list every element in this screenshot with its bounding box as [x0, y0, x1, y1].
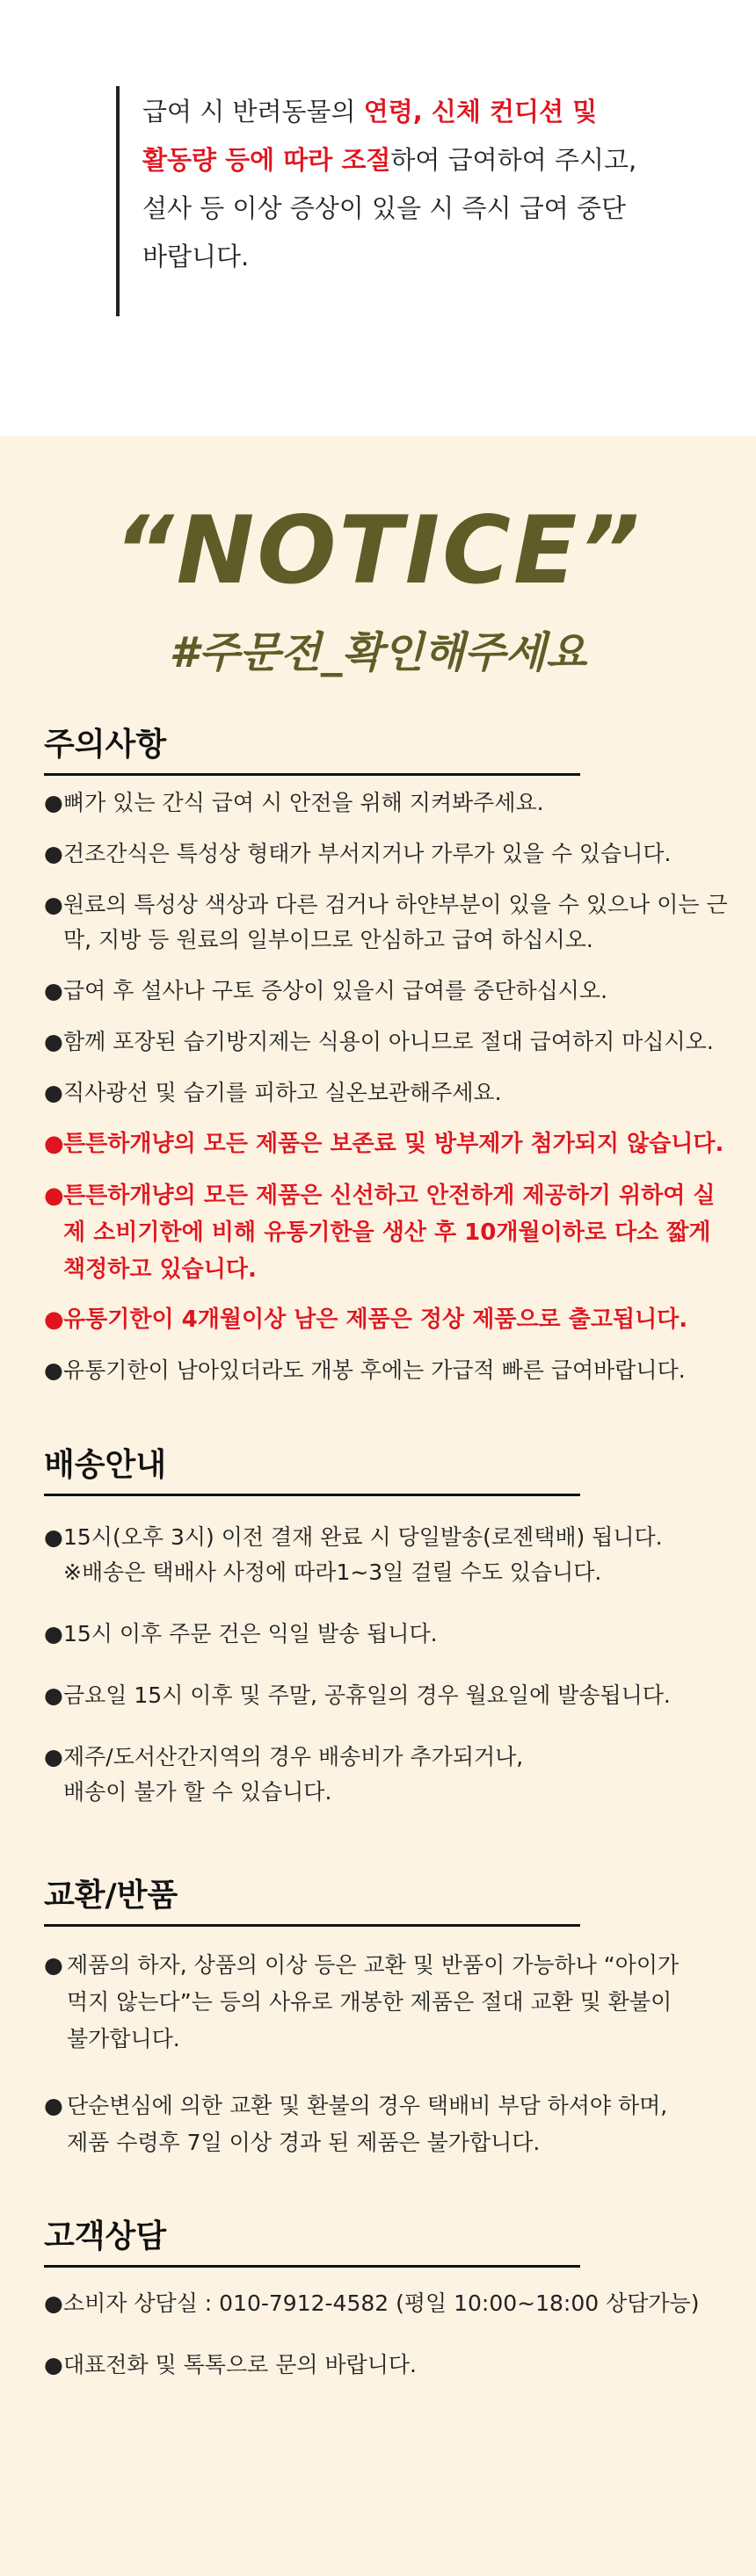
caution-item-highlight: ● 튼튼하개냥의 모든 제품은 신선하고 안전하게 제공하기 위하여 실제 소비기한에 비해 유통기한을 생산 후 10개월이하로 다소 짧게 책정하고 있습니다.	[44, 1177, 730, 1288]
support-rule	[44, 2265, 580, 2268]
bullet-icon: ●	[44, 1306, 64, 1333]
bullet-icon: ●	[44, 2290, 63, 2316]
caution-item: ● 뼈가 있는 간식 급여 시 안전을 위해 지켜봐주세요.	[44, 785, 730, 821]
shipping-item: ● 제주/도서산간지역의 경우 배송비가 추가되거나, 배송이 불가 할 수 있습니다.	[44, 1740, 730, 1810]
exchange-rule	[44, 1924, 580, 1927]
shipping-item: ● 15시(오후 3시) 이전 결재 완료 시 당일발송(로젠택배) 됩니다. ※배송은 택배사 사정에 따라1~3일 걸릴 수도 있습니다.	[44, 1520, 730, 1590]
shipping-title: 배송안내	[44, 1447, 167, 1483]
shipping-section	[44, 1443, 730, 1496]
support-list	[44, 2286, 730, 2383]
shipping-list	[44, 1520, 730, 1810]
caution-item-highlight: ● 유통기한이 4개월이상 남은 제품은 정상 제품으로 출고됩니다.	[44, 1302, 730, 1337]
notice-title: “NOTICE”	[113, 496, 643, 604]
intro-highlight-1: 연령, 신체 컨디션 및	[363, 97, 598, 127]
exchange-item: ● 제품의 하자, 상품의 이상 등은 교환 및 반품이 가능하나 “아이가 먹지 않는다”는 등의 사유로 개봉한 제품은 절대 교환 및 환불이 불가합니다.	[44, 1947, 686, 2058]
intro-text	[142, 88, 705, 281]
bullet-icon: ●	[44, 1029, 63, 1054]
shipping-rule	[44, 1494, 580, 1496]
caution-item: ● 건조간식은 특성상 형태가 부서지거나 가루가 있을 수 있습니다.	[44, 836, 730, 872]
caution-list	[44, 785, 730, 1388]
exchange-title: 교환/반품	[44, 1878, 178, 1914]
bullet-icon: ●	[44, 2093, 63, 2118]
intro-line3: 설사 등 이상 증상이 있을 시 즉시 급여 중단	[142, 193, 626, 223]
intro-part4: 하여 급여하여 주시고,	[390, 145, 637, 175]
bullet-icon: ●	[44, 2352, 63, 2377]
shipping-note: ※배송은 택배사 사정에 따라1~3일 걸릴 수도 있습니다.	[63, 1559, 602, 1585]
bullet-icon: ●	[44, 1357, 63, 1383]
caution-item: ● 직사광선 및 습기를 피하고 실온보관해주세요.	[44, 1075, 730, 1111]
bullet-icon: ●	[44, 1080, 63, 1105]
support-section	[44, 2214, 730, 2268]
caution-section	[44, 722, 730, 776]
bullet-icon: ●	[44, 1131, 64, 1157]
bullet-icon: ●	[44, 1621, 63, 1646]
caution-item-highlight: ● 튼튼하개냥의 모든 제품은 보존료 및 방부제가 첨가되지 않습니다.	[44, 1126, 730, 1161]
exchange-item: ● 단순변심에 의한 교환 및 환불의 경우 택배비 부담 하셔야 하며, 제품 수령후 7일 이상 경과 된 제품은 불가합니다.	[44, 2088, 686, 2161]
intro-part1: 급여 시 반려동물의	[142, 97, 364, 127]
shipping-item: ● 15시 이후 주문 건은 익일 발송 됩니다.	[44, 1617, 730, 1652]
intro-line4: 바랍니다.	[142, 242, 250, 271]
caution-item: ● 함께 포장된 습기방지제는 식용이 아니므로 절대 급여하지 마십시오.	[44, 1024, 730, 1060]
bullet-icon: ●	[44, 1682, 63, 1708]
bullet-icon: ●	[44, 790, 63, 815]
caution-rule	[44, 773, 580, 776]
support-item: ● 소비자 상담실 : 010-7912-4582 (평일 10:00~18:00 상담가능)	[44, 2286, 730, 2321]
bullet-icon: ●	[44, 1524, 63, 1550]
exchange-section	[44, 1873, 730, 1927]
caution-item: ● 원료의 특성상 색상과 다른 검거나 하얀부분이 있을 수 있으나 이는 근막, 지방 등 원료의 일부이므로 안심하고 급여 하십시오.	[44, 887, 730, 958]
bullet-icon: ●	[44, 1183, 64, 1209]
caution-item: ● 급여 후 설사나 구토 증상이 있을시 급여를 중단하십시오.	[44, 973, 730, 1009]
bullet-icon: ●	[44, 841, 63, 866]
bullet-icon: ●	[44, 978, 63, 1003]
notice-subtitle: #주문전_확인해주세요	[169, 628, 587, 677]
support-item: ● 대표전화 및 톡톡으로 문의 바랍니다.	[44, 2348, 730, 2383]
caution-item: ● 유통기한이 남아있더라도 개봉 후에는 가급적 빠른 급여바랍니다.	[44, 1353, 730, 1388]
bullet-icon: ●	[44, 892, 63, 917]
intro-highlight-2: 활동량 등에 따라 조절	[142, 145, 391, 175]
caution-title: 주의사항	[44, 727, 167, 763]
shipping-item: ● 금요일 15시 이후 및 주말, 공휴일의 경우 월요일에 발송됩니다.	[44, 1678, 730, 1713]
support-title: 고객상담	[44, 2218, 167, 2254]
bullet-icon: ●	[44, 1744, 63, 1769]
bullet-icon: ●	[44, 1952, 63, 1978]
exchange-list	[44, 1947, 686, 2161]
quote-bar	[116, 86, 120, 316]
